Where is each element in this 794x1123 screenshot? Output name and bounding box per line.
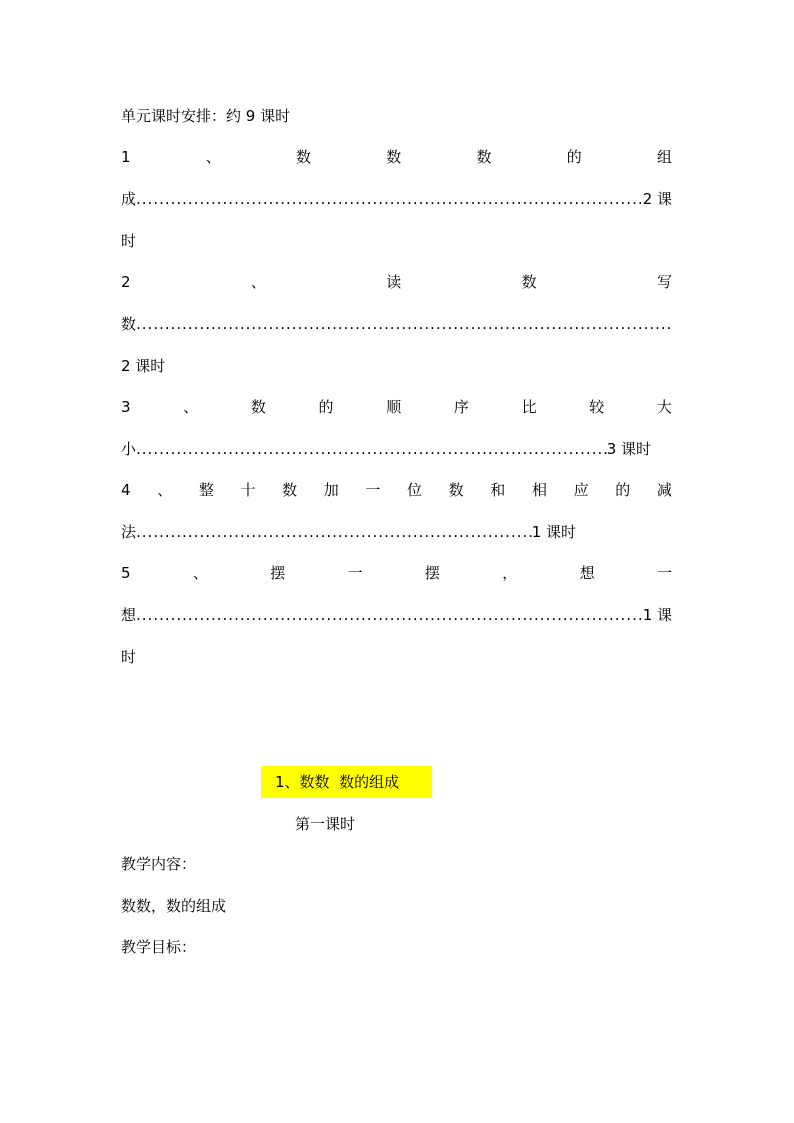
- item-3-char: 较: [589, 398, 605, 416]
- leader-dots: [136, 314, 672, 334]
- item-4-char: 相: [531, 481, 547, 499]
- schedule-item-1-title: [121, 147, 672, 167]
- leader-dots: [136, 605, 643, 625]
- item-5-char: 、: [192, 564, 208, 582]
- item-3-lead: 小: [121, 440, 137, 458]
- item-3-char: 的: [318, 398, 334, 416]
- item-4-char: 一: [365, 481, 381, 499]
- teaching-goal-label: 教学目标：: [121, 938, 197, 956]
- item-4-char: 应: [573, 481, 589, 499]
- schedule-item-3-leader: [121, 439, 651, 459]
- schedule-item-4-title: [121, 480, 672, 500]
- item-4-char: 和: [490, 481, 506, 499]
- item-3-char: 顺: [386, 398, 402, 416]
- item-5-char: 摆: [424, 564, 440, 582]
- leader-dots: [136, 522, 532, 542]
- item-4-char: 的: [615, 481, 631, 499]
- item-1-char: 组: [656, 148, 672, 166]
- item-1-char: 数: [296, 148, 312, 166]
- item-1-char: 、: [205, 148, 221, 166]
- item-2-char: 、: [250, 273, 266, 291]
- item-3-char: 数: [250, 398, 266, 416]
- item-4-char: 位: [407, 481, 423, 499]
- item-1-lead: 成: [121, 190, 137, 208]
- section-title: 1、数数 数的组成: [275, 773, 400, 791]
- leader-dots: [136, 439, 607, 459]
- item-1-char: 1: [121, 148, 131, 166]
- schedule-heading: 单元课时安排：约 9 课时: [121, 107, 291, 125]
- item-5-lead: 想: [121, 606, 137, 624]
- item-5-char: 5: [121, 564, 131, 582]
- item-4-lead: 法: [121, 523, 137, 541]
- item-5-hours: 1 课: [642, 606, 672, 624]
- schedule-item-1-leader: [121, 189, 672, 209]
- item-4-char: 减: [656, 481, 672, 499]
- schedule-item-4-leader: [121, 522, 576, 542]
- item-5-wrap: 时: [121, 648, 137, 666]
- item-4-char: 数: [448, 481, 464, 499]
- teaching-content-label: 教学内容：: [121, 855, 197, 873]
- item-5-char: 想: [579, 564, 595, 582]
- item-2-char: 2: [121, 273, 131, 291]
- item-4-char: 十: [240, 481, 256, 499]
- item-3-char: 序: [453, 398, 469, 416]
- leader-dots: [136, 189, 643, 209]
- schedule-item-3-title: [121, 397, 672, 417]
- item-5-char: 一: [347, 564, 363, 582]
- item-1-hours: 2 课: [642, 190, 672, 208]
- schedule-item-2-title: [121, 272, 672, 292]
- item-5-char: 摆: [270, 564, 286, 582]
- item-4-hours: 1 课时: [531, 523, 576, 541]
- item-3-char: 3: [121, 398, 131, 416]
- schedule-item-2-leader: [121, 314, 672, 334]
- item-5-char: 一: [656, 564, 672, 582]
- item-2-lead: 数: [121, 315, 137, 333]
- item-1-char: 的: [566, 148, 582, 166]
- schedule-item-5-title: [121, 563, 672, 583]
- item-1-wrap: 时: [121, 232, 137, 250]
- item-5-char: ，: [502, 564, 518, 582]
- item-2-char: 数: [521, 273, 537, 291]
- item-4-char: 加: [323, 481, 339, 499]
- item-4-char: 4: [121, 481, 131, 499]
- item-3-char: 大: [656, 398, 672, 416]
- item-4-char: 整: [198, 481, 214, 499]
- item-1-char: 数: [476, 148, 492, 166]
- item-3-char: 比: [521, 398, 537, 416]
- schedule-item-5-leader: [121, 605, 672, 625]
- item-2-hours: 2 课时: [121, 357, 166, 375]
- item-4-char: 数: [282, 481, 298, 499]
- item-2-char: 写: [656, 273, 672, 291]
- item-4-char: 、: [157, 481, 173, 499]
- item-1-char: 数: [386, 148, 402, 166]
- item-3-char: 、: [183, 398, 199, 416]
- item-2-char: 读: [386, 273, 402, 291]
- teaching-content-text: 数数，数的组成: [121, 897, 227, 915]
- lesson-period: 第一课时: [295, 815, 356, 833]
- item-3-hours: 3 课时: [606, 440, 651, 458]
